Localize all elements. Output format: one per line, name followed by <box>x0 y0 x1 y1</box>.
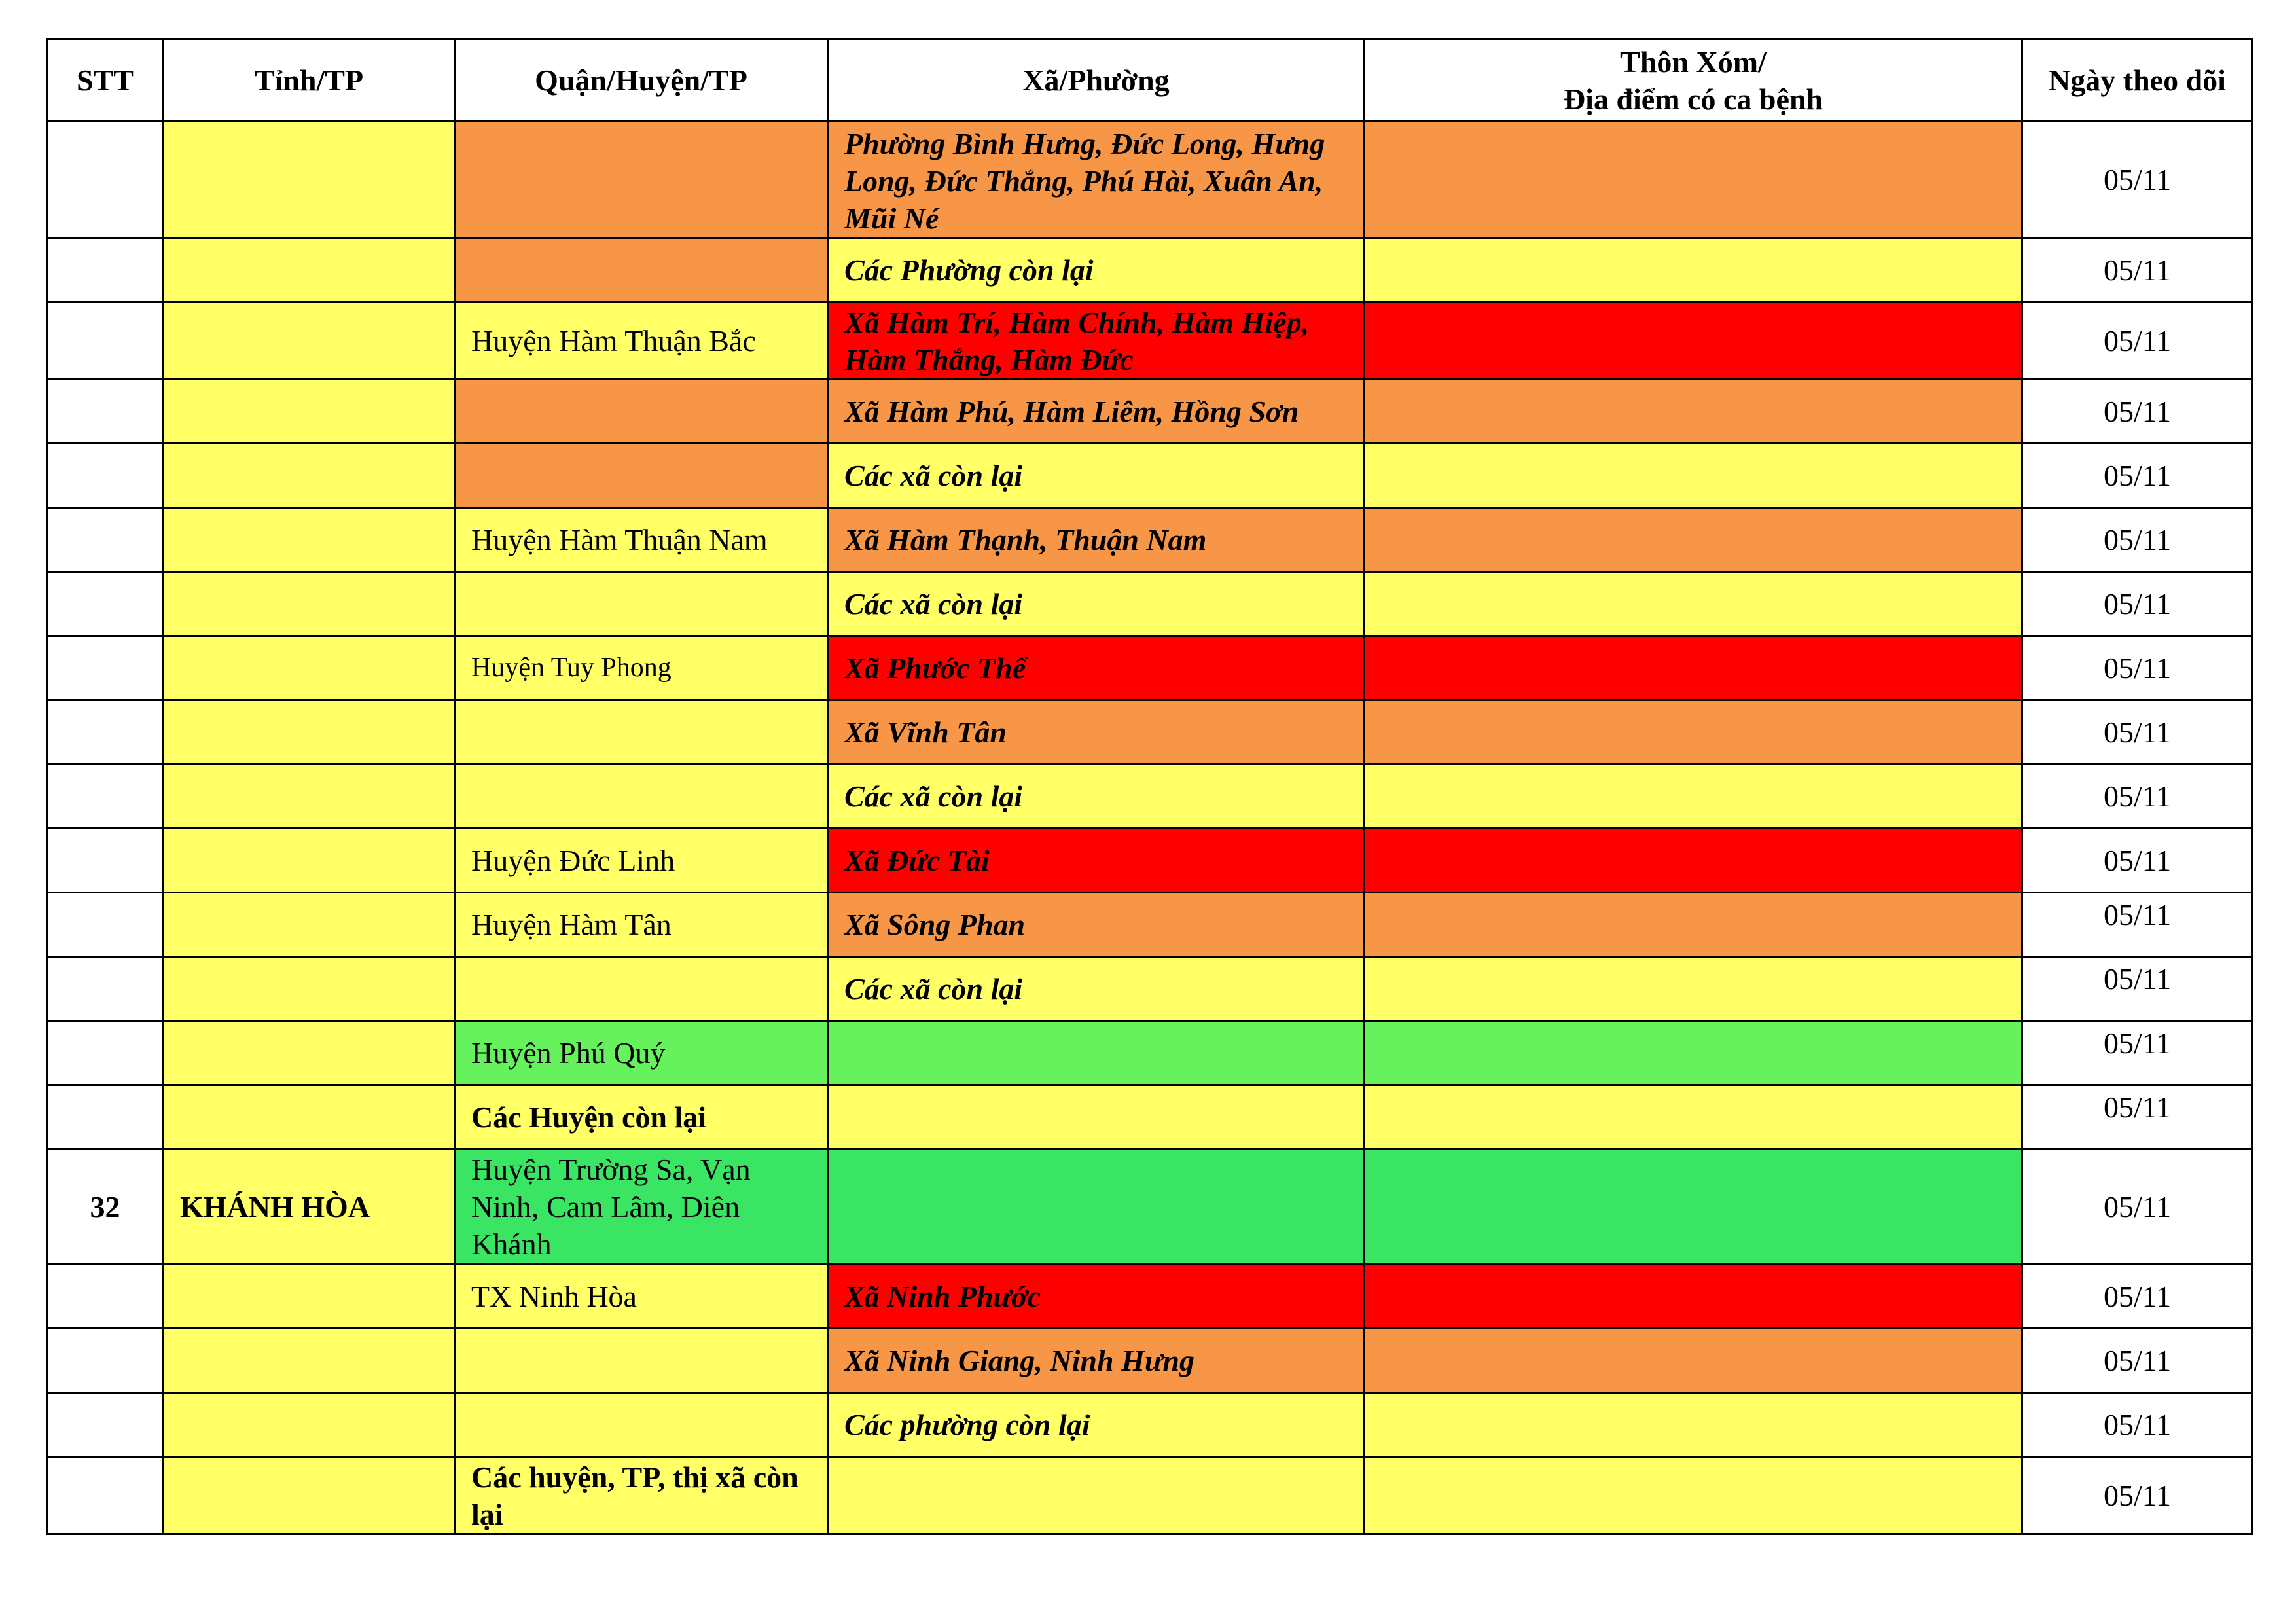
cell-ward <box>828 1149 1365 1265</box>
cell-district <box>455 957 828 1021</box>
cell-province <box>164 1085 455 1149</box>
cell-stt <box>47 1021 164 1085</box>
cell-district <box>455 380 828 444</box>
cell-ward: Các xã còn lại <box>828 957 1365 1021</box>
header-province: Tỉnh/TP <box>164 39 455 122</box>
cell-district <box>455 122 828 238</box>
table-row <box>47 1265 2253 1329</box>
cell-district <box>455 444 828 508</box>
cell-village <box>1365 893 2022 957</box>
cell-ward: Xã Phước Thể <box>828 636 1365 700</box>
cell-district <box>455 238 828 302</box>
cell-village <box>1365 1149 2022 1265</box>
table-row <box>47 122 2253 238</box>
cell-village <box>1365 122 2022 238</box>
table-row <box>47 1393 2253 1457</box>
table-row <box>47 765 2253 829</box>
cell-date: 05/11 <box>2022 1085 2253 1149</box>
cell-ward: Các xã còn lại <box>828 765 1365 829</box>
cell-village <box>1365 380 2022 444</box>
table-row <box>47 508 2253 572</box>
cell-date: 05/11 <box>2022 1393 2253 1457</box>
cell-province <box>164 122 455 238</box>
cell-province <box>164 1329 455 1393</box>
cell-stt <box>47 1393 164 1457</box>
cell-province <box>164 1393 455 1457</box>
table-row <box>47 700 2253 765</box>
cell-province <box>164 700 455 765</box>
cell-province <box>164 1265 455 1329</box>
table-row <box>47 444 2253 508</box>
cell-village <box>1365 508 2022 572</box>
cell-province <box>164 829 455 893</box>
cell-date: 05/11 <box>2022 444 2253 508</box>
cell-district: Huyện Trường Sa, Vạn Ninh, Cam Lâm, Diên Khánh <box>455 1149 828 1265</box>
cell-stt <box>47 302 164 380</box>
cell-ward: Các xã còn lại <box>828 444 1365 508</box>
cell-stt <box>47 508 164 572</box>
cell-stt <box>47 1085 164 1149</box>
table-row <box>47 636 2253 700</box>
cell-stt <box>47 444 164 508</box>
table-row <box>47 1149 2253 1265</box>
cell-district: Huyện Phú Quý <box>455 1021 828 1085</box>
header-village <box>1365 39 2022 122</box>
cell-village <box>1365 572 2022 636</box>
cell-village <box>1365 238 2022 302</box>
cell-province <box>164 508 455 572</box>
cell-district: Các huyện, TP, thị xã còn lại <box>455 1457 828 1534</box>
cell-ward: Các phường còn lại <box>828 1393 1365 1457</box>
cell-province <box>164 893 455 957</box>
table-row <box>47 1085 2253 1149</box>
table-row <box>47 1329 2253 1393</box>
cell-district <box>455 1329 828 1393</box>
cell-village <box>1365 444 2022 508</box>
cell-date: 05/11 <box>2022 1329 2253 1393</box>
cell-stt <box>47 700 164 765</box>
table-row <box>47 1457 2253 1534</box>
cell-village <box>1365 1457 2022 1534</box>
cell-ward: Xã Ninh Phước <box>828 1265 1365 1329</box>
table-row <box>47 829 2253 893</box>
cell-village <box>1365 636 2022 700</box>
cell-date: 05/11 <box>2022 893 2253 957</box>
cell-stt <box>47 572 164 636</box>
cell-district: Huyện Hàm Tân <box>455 893 828 957</box>
cell-date: 05/11 <box>2022 829 2253 893</box>
cell-village <box>1365 1265 2022 1329</box>
table-row <box>47 957 2253 1021</box>
cell-date: 05/11 <box>2022 765 2253 829</box>
cell-stt <box>47 1457 164 1534</box>
cell-village <box>1365 1393 2022 1457</box>
table-row <box>47 302 2253 380</box>
cell-province <box>164 444 455 508</box>
cell-date: 05/11 <box>2022 508 2253 572</box>
cell-province <box>164 1021 455 1085</box>
cell-village <box>1365 1085 2022 1149</box>
cell-district: Các Huyện còn lại <box>455 1085 828 1149</box>
cell-date: 05/11 <box>2022 1149 2253 1265</box>
cell-stt <box>47 765 164 829</box>
cell-date: 05/11 <box>2022 302 2253 380</box>
cell-ward: Phường Bình Hưng, Đức Long, Hưng Long, Đức Thắng, Phú Hài, Xuân An, Mũi Né <box>828 122 1365 238</box>
cell-stt <box>47 829 164 893</box>
cell-province <box>164 572 455 636</box>
cell-province <box>164 1457 455 1534</box>
cell-ward <box>828 1457 1365 1534</box>
cell-date: 05/11 <box>2022 636 2253 700</box>
header-village-line1: Thôn Xóm/ <box>1620 45 1767 79</box>
table-row <box>47 572 2253 636</box>
cell-date: 05/11 <box>2022 957 2253 1021</box>
header-district: Quận/Huyện/TP <box>455 39 828 122</box>
cell-date: 05/11 <box>2022 1265 2253 1329</box>
cell-village <box>1365 957 2022 1021</box>
cell-stt <box>47 636 164 700</box>
cell-ward: Các xã còn lại <box>828 572 1365 636</box>
table-row <box>47 893 2253 957</box>
cell-district: Huyện Tuy Phong <box>455 636 828 700</box>
cell-province <box>164 380 455 444</box>
cell-village <box>1365 1021 2022 1085</box>
cell-ward: Xã Hàm Trí, Hàm Chính, Hàm Hiệp, Hàm Thắng, Hàm Đức <box>828 302 1365 380</box>
cell-ward: Xã Ninh Giang, Ninh Hưng <box>828 1329 1365 1393</box>
covid-risk-table <box>46 38 2253 1535</box>
cell-date: 05/11 <box>2022 1021 2253 1085</box>
cell-stt <box>47 957 164 1021</box>
cell-district <box>455 572 828 636</box>
cell-province <box>164 636 455 700</box>
cell-stt <box>47 122 164 238</box>
cell-date: 05/11 <box>2022 572 2253 636</box>
header-stt: STT <box>47 39 164 122</box>
cell-province <box>164 238 455 302</box>
cell-date: 05/11 <box>2022 238 2253 302</box>
cell-stt <box>47 1329 164 1393</box>
cell-province <box>164 302 455 380</box>
cell-district <box>455 700 828 765</box>
cell-ward: Xã Hàm Thạnh, Thuận Nam <box>828 508 1365 572</box>
cell-ward: Xã Đức Tài <box>828 829 1365 893</box>
cell-ward <box>828 1085 1365 1149</box>
cell-ward: Xã Hàm Phú, Hàm Liêm, Hồng Sơn <box>828 380 1365 444</box>
cell-village <box>1365 829 2022 893</box>
header-village-line2: Địa điểm có ca bệnh <box>1563 82 1823 116</box>
cell-stt <box>47 1265 164 1329</box>
cell-district <box>455 1393 828 1457</box>
cell-province <box>164 765 455 829</box>
header-date: Ngày theo dõi <box>2022 39 2253 122</box>
cell-district <box>455 765 828 829</box>
cell-ward: Các Phường còn lại <box>828 238 1365 302</box>
cell-stt <box>47 380 164 444</box>
cell-ward <box>828 1021 1365 1085</box>
cell-ward: Xã Sông Phan <box>828 893 1365 957</box>
cell-village <box>1365 765 2022 829</box>
cell-village <box>1365 700 2022 765</box>
cell-date: 05/11 <box>2022 380 2253 444</box>
cell-district: Huyện Đức Linh <box>455 829 828 893</box>
cell-village <box>1365 302 2022 380</box>
table-row <box>47 380 2253 444</box>
header-ward: Xã/Phường <box>828 39 1365 122</box>
table-row <box>47 238 2253 302</box>
cell-province <box>164 957 455 1021</box>
cell-date: 05/11 <box>2022 122 2253 238</box>
cell-province: KHÁNH HÒA <box>164 1149 455 1265</box>
header-row <box>47 39 2253 122</box>
cell-stt <box>47 893 164 957</box>
cell-district: TX Ninh Hòa <box>455 1265 828 1329</box>
cell-stt: 32 <box>47 1149 164 1265</box>
cell-date: 05/11 <box>2022 1457 2253 1534</box>
cell-village <box>1365 1329 2022 1393</box>
cell-stt <box>47 238 164 302</box>
cell-district: Huyện Hàm Thuận Nam <box>455 508 828 572</box>
cell-date: 05/11 <box>2022 700 2253 765</box>
cell-ward: Xã Vĩnh Tân <box>828 700 1365 765</box>
table-row <box>47 1021 2253 1085</box>
cell-district: Huyện Hàm Thuận Bắc <box>455 302 828 380</box>
